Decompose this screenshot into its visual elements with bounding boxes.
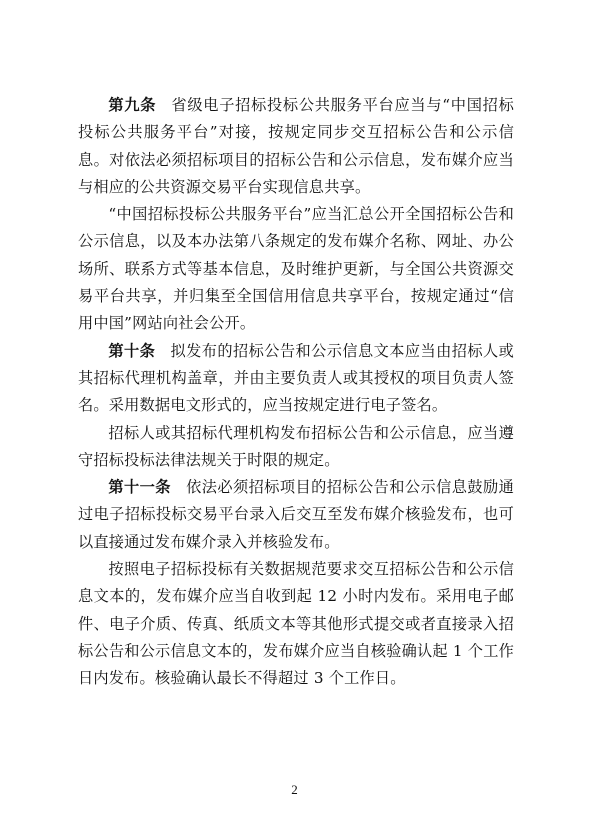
article-11-paragraph — [78, 474, 514, 556]
article-10-text-2: 招标人或其招标代理机构发布招标公告和公示信息，应当遵守招标投标法律法规关于时限的规定。 — [78, 423, 514, 469]
page-number: 2 — [291, 782, 298, 797]
article-10-paragraph — [78, 338, 514, 420]
article-9-paragraph-2 — [78, 201, 514, 337]
article-11-text-2: 按照电子招标投标有关数据规范要求交互招标公告和公示信息文本的，发布媒介应当自收到起 12 小时内发布。采用电子邮件、电子介质、传真、纸质文本等其他形式提交或者直接录入招标公告和公示信息文本的，发布媒介应当自核验确认起 1 个工作日内发布。核验确认最长不得超过 3 个工作日。 — [78, 560, 514, 688]
article-10-heading: 第十条 — [108, 341, 156, 360]
article-11-text: 依法必须招标项目的招标公告和公示信息鼓励通过电子招标投标交易平台录入后交互至发布媒介核验发布，也可以直接通过发布媒介录入并核验发布。 — [78, 478, 514, 551]
article-9-paragraph — [78, 92, 514, 201]
article-9-text-2: “中国招标投标公共服务平台”应当汇总公开全国招标公告和公示信息，以及本办法第八条规定的发布媒介名称、网址、办公场所、联系方式等基本信息，及时维护更新，与全国公共资源交易平台共享，并归集至全国信用信息共享平台，按规定通过“信用中国”网站向社会公开。 — [78, 205, 514, 333]
article-9-text: 省级电子招标投标公共服务平台应当与“中国招标投标公共服务平台”对接，按规定同步交互招标公告和公示信息。对依法必须招标项目的招标公告和公示信息，发布媒介应当与相应的公共资源交易平台实现信息共享。 — [78, 96, 514, 196]
article-10-text: 拟发布的招标公告和公示信息文本应当由招标人或其招标代理机构盖章，并由主要负责人或其授权的项目负责人签名。采用数据电文形式的，应当按规定进行电子签名。 — [78, 341, 514, 415]
article-11-paragraph-2 — [78, 556, 514, 692]
article-9-heading: 第九条 — [108, 96, 157, 114]
article-11-heading: 第十一条 — [108, 478, 171, 497]
article-10-paragraph-2 — [78, 420, 514, 475]
document-body — [78, 92, 514, 693]
